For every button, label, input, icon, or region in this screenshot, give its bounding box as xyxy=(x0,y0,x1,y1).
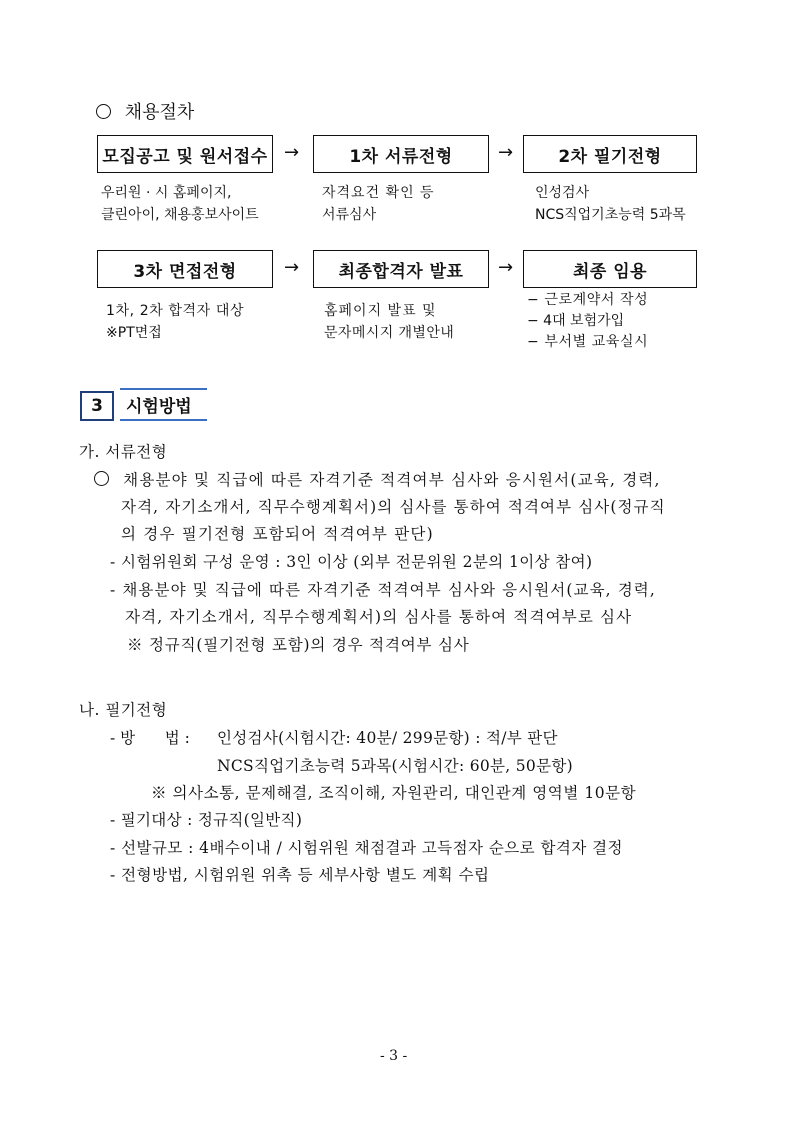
subsection-a-heading: 가. 서류전형 xyxy=(79,443,168,461)
arrow-right-icon: → xyxy=(498,142,514,163)
section-number: 3 xyxy=(80,391,114,421)
procedure-heading xyxy=(96,98,194,124)
step-box-1: 모집공고 및 원서접수 xyxy=(97,135,273,173)
step-note-2: 자격요건 확인 등 서류심사 xyxy=(322,185,435,223)
step-box-2: 1차 서류전형 xyxy=(313,135,489,173)
method-line-2: NCS직업기초능력 5과목(시험시간: 60분, 50문항) xyxy=(217,757,573,775)
method-line-1: 인성검사(시험시간: 40분/ 299문항) : 적/부 판단 xyxy=(217,729,558,747)
dash-item-committee: - 시험위원회 구성 운영 : 3인 이상 (외부 전문위원 2분의 1이상 참여) xyxy=(110,553,593,571)
method-label: - 방 법 : xyxy=(110,729,190,747)
arrow-right-icon: → xyxy=(284,257,300,278)
note-regular-staff: ※ 정규직(필기전형 포함)의 경우 적격여부 심사 xyxy=(127,636,470,654)
step-note-4: 1차, 2차 합격자 대상 ※PT면접 xyxy=(106,303,245,341)
step-note-1: 우리원 · 시 홈페이지, 클린아이, 채용홍보사이트 xyxy=(101,185,259,223)
step-box-3: 2차 필기전형 xyxy=(523,135,697,173)
section-title: 시험방법 xyxy=(120,388,207,421)
circle-paragraph-line-2: 자격, 자기소개서, 직무수행계획서)의 심사를 통하여 적격여부 심사(정규직 xyxy=(121,498,666,516)
arrow-right-icon: → xyxy=(284,142,300,163)
circle-bullet-icon xyxy=(96,104,111,119)
dash-item-detail: - 전형방법, 시험위원 위촉 등 세부사항 별도 계획 수립 xyxy=(110,866,490,884)
dash-item-review-line-1: - 채용분야 및 직급에 따른 자격기준 적격여부 심사와 응시원서(교육, 경력, xyxy=(110,581,656,599)
subsection-b-heading: 나. 필기전형 xyxy=(79,701,168,719)
step-note-5: 홈페이지 발표 및 문자메시지 개별안내 xyxy=(324,303,455,341)
step-box-4: 3차 면접전형 xyxy=(97,250,273,288)
step-box-5: 최종합격자 발표 xyxy=(313,250,489,288)
procedure-heading-text: 채용절차 xyxy=(124,102,195,123)
step-note-6: − 근로계약서 작성 − 4대 보험가입 − 부서별 교육실시 xyxy=(527,292,649,350)
arrow-right-icon: → xyxy=(498,257,514,278)
step-box-6: 최종 임용 xyxy=(523,250,697,288)
dash-item-scale: - 선발규모 : 4배수이내 / 시험위원 채점결과 고득점자 순으로 합격자 결정 xyxy=(110,839,623,857)
page-number: - 3 - xyxy=(380,1048,408,1064)
circle-paragraph-line-1: 채용분야 및 직급에 따른 자격기준 적격여부 심사와 응시원서(교육, 경력, xyxy=(94,468,661,490)
method-note: ※ 의사소통, 문제해결, 조직이해, 자원관리, 대인관계 영역별 10문항 xyxy=(151,784,637,802)
circle-bullet-icon xyxy=(94,471,109,486)
dash-item-review-line-2: 자격, 자기소개서, 직무수행계획서)의 심사를 통하여 적격여부로 심사 xyxy=(125,608,633,626)
dash-item-target: - 필기대상 : 정규직(일반직) xyxy=(110,811,303,829)
circle-paragraph-line-3: 의 경우 필기전형 포함되어 적격여부 판단) xyxy=(121,525,434,543)
step-note-3: 인성검사 NCS직업기초능력 5과목 xyxy=(535,185,686,223)
